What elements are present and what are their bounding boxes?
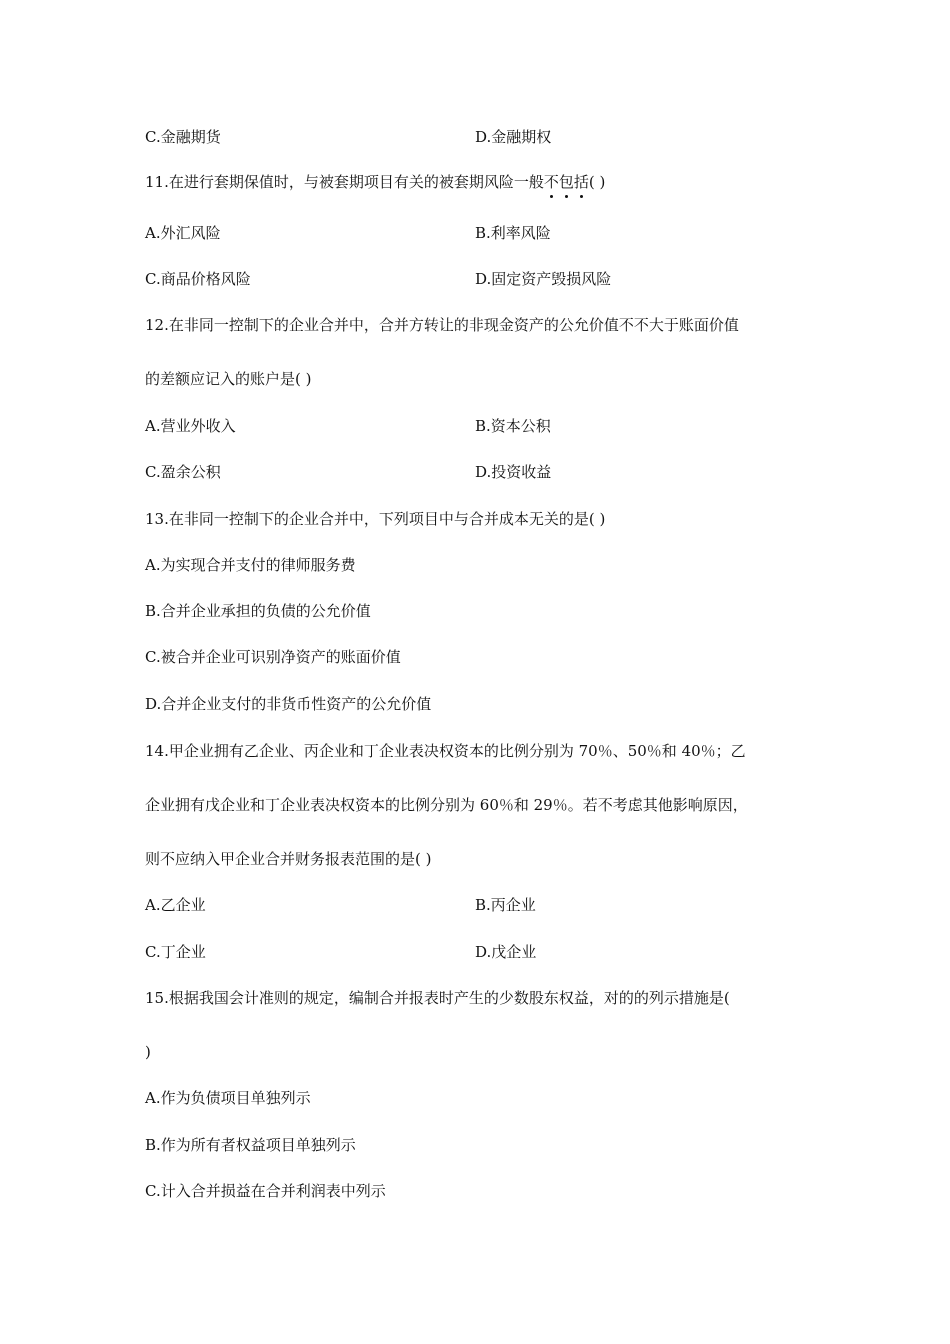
q15-stem-line-1: 15.根据我国会计准则的规定，编制合并报表时产生的少数股东权益，对的的列示措施是(	[145, 989, 730, 1007]
q11-emphasis-char: 括	[573, 173, 589, 191]
q13-stem: 13.在非同一控制下的企业合并中，下列项目中与合并成本无关的是( )	[145, 510, 606, 528]
q12-stem-line-2: 的差额应记入的账户是( )	[145, 370, 312, 388]
q13-option-a: A.为实现合并支付的律师服务费	[145, 556, 356, 574]
q11-stem-text: 11.在进行套期保值时，与被套期项目有关的被套期风险一般	[145, 173, 544, 191]
q11-answer-blank: ( )	[588, 173, 606, 191]
q10-option-d: D.金融期权	[475, 128, 552, 146]
q14-option-c: C.丁企业	[145, 943, 206, 961]
q10-option-c: C.金融期货	[145, 128, 221, 146]
q14-option-d: D.戊企业	[475, 943, 537, 961]
q15-option-c: C.计入合并损益在合并利润表中列示	[145, 1182, 386, 1200]
q13-option-d: D.合并企业支付的非货币性资产的公允价值	[145, 695, 432, 713]
q15-option-a: A.作为负债项目单独列示	[145, 1089, 311, 1107]
q11-option-a: A.外汇风险	[145, 224, 221, 242]
q11-option-b: B.利率风险	[475, 224, 551, 242]
q11-option-d: D.固定资产毁损风险	[475, 270, 612, 288]
q13-option-c: C.被合并企业可识别净资产的账面价值	[145, 648, 401, 666]
q14-stem-line-2: 企业拥有戊企业和丁企业表决权资本的比例分别为 60％和 29％。若不考虑其他影响原因，	[145, 796, 748, 814]
q14-option-b: B.丙企业	[475, 896, 536, 914]
q12-option-b: B.资本公积	[475, 417, 551, 435]
q12-stem-line-1: 12.在非同一控制下的企业合并中，合并方转让的非现金资产的公允价值不不大于账面价值	[145, 316, 739, 334]
q12-option-d: D.投资收益	[475, 463, 552, 481]
q13-option-b: B.合并企业承担的负债的公允价值	[145, 602, 371, 620]
q11-emphasis-char: 不	[543, 173, 559, 191]
q15-option-b: B.作为所有者权益项目单独列示	[145, 1136, 356, 1154]
q14-stem-line-1: 14.甲企业拥有乙企业、丙企业和丁企业表决权资本的比例分别为 70％、50％和 40％；乙	[145, 742, 746, 760]
q14-stem-line-3: 则不应纳入甲企业合并财务报表范围的是( )	[145, 850, 432, 868]
q14-option-a: A.乙企业	[145, 896, 206, 914]
q12-option-c: C.盈余公积	[145, 463, 221, 481]
q11-emphasis-char: 包	[558, 173, 574, 191]
q11-option-c: C.商品价格风险	[145, 270, 251, 288]
q11-stem	[145, 172, 605, 192]
q12-option-a: A.营业外收入	[145, 417, 236, 435]
q15-stem-line-2: )	[145, 1043, 151, 1061]
